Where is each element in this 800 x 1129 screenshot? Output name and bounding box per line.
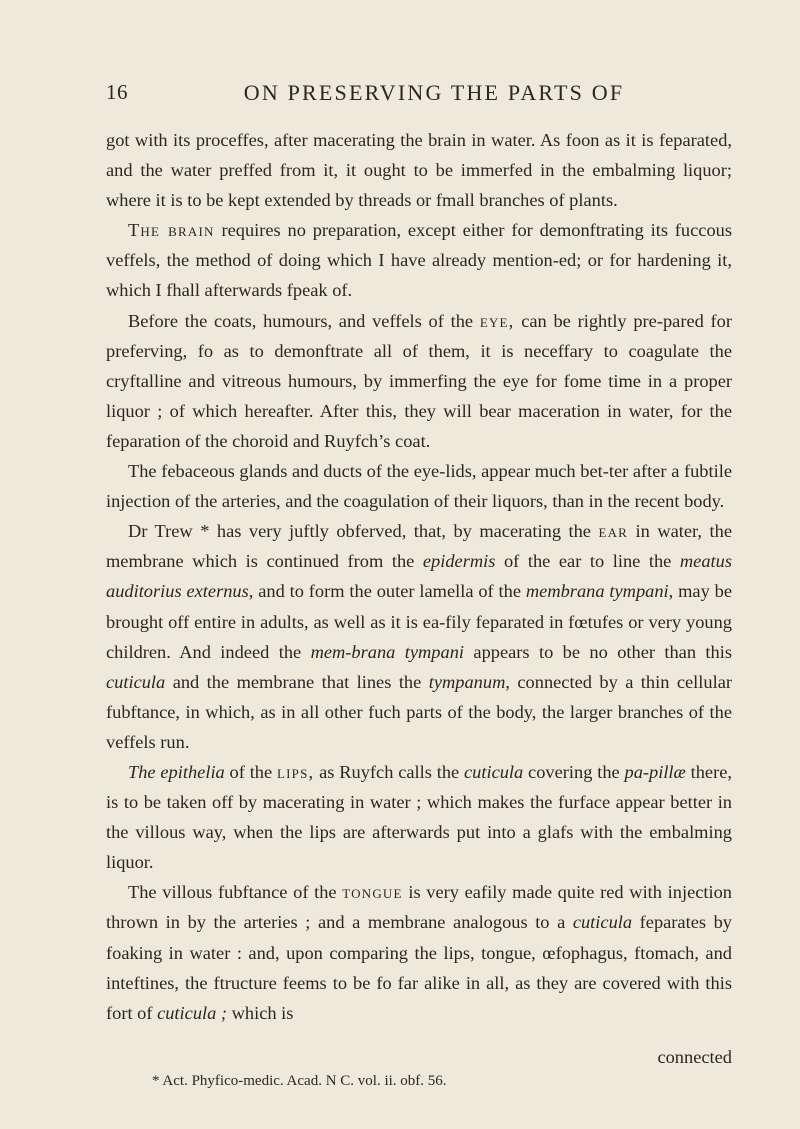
small-caps-term: ear xyxy=(598,521,629,542)
text-span: can be rightly pre-pared for preferving, fo as to demonftrate all of them, it is neceffary to coagulate the cryftalline and vitreous humours, by immerfing the eye for fome time in a proper liquor ; of which hereafter. After this, they will bear maceration in water, for the feparation of the choroid and Ruyfch’s coat. xyxy=(106,310,732,451)
italic-term: cuticula xyxy=(106,671,166,692)
page-number: 16 xyxy=(106,80,128,104)
italic-term: mem-brana tympani xyxy=(310,641,465,662)
text-span: requires no preparation, except either for demonftrating its fuccous veffels, the method of doing which I have already mention-ed; or for hardening it, which I fhall afterwards fpeak of. xyxy=(106,220,732,301)
text-span: as Ruyfch calls the xyxy=(314,761,464,782)
text-span: got with its proceffes, after macerating the brain in water. As foon as it is feparated, and the water preffed from it, it ought to be immerfed in the embalming liquor; where it is to be kept extended by threads or fmall branches of plants. xyxy=(106,130,732,211)
text-span: in water, the membrane which is continued from the xyxy=(106,521,732,572)
italic-term: cuticula xyxy=(464,761,524,782)
italic-term: The epithelia xyxy=(128,761,225,782)
text-span: , and to form the outer lamella of the xyxy=(248,581,526,602)
text-span: appears to be no other than this xyxy=(464,641,733,662)
text-span: Dr Trew * has very juftly obferved, that, by macerating the xyxy=(128,521,599,542)
paragraph-6 xyxy=(106,757,732,877)
italic-term: epidermis xyxy=(422,551,496,572)
text-span: there, is to be taken off by macerating in water ; which makes the furface appear better in the villous way, when the lips are afterwards put into a glafs with the embalming liquor. xyxy=(106,761,732,873)
italic-term: pa-pillæ xyxy=(624,761,686,782)
text-span: , may be brought off entire in adults, as well as it is ea-fily feparated in fœtufes or very young children. And indeed the xyxy=(106,581,732,662)
small-caps-term: The brain xyxy=(128,220,215,241)
italic-term: cuticula ; xyxy=(157,1002,228,1023)
text-span: and the membrane that lines the xyxy=(165,671,429,692)
text-span: is very eafily made quite red with injection thrown in by the arteries ; and a membrane analogous to a xyxy=(106,882,733,933)
italic-term: meatus auditorius externus xyxy=(106,551,732,602)
paragraph-1 xyxy=(106,125,732,215)
text-span: , connected by a thin cellular fubftance, in which, as in all other fuch parts of the body, the larger branches of the veffels run. xyxy=(106,671,732,752)
body-text xyxy=(106,125,732,1028)
text-span: The febaceous glands and ducts of the eye-lids, appear much bet-ter after a fubtile injection of the arteries, and the coagulation of their liquors, than in the recent body. xyxy=(106,461,732,512)
paragraph-2 xyxy=(106,215,732,305)
small-caps-term: lips, xyxy=(276,761,315,782)
text-span: Before the coats, humours, and veffels of the xyxy=(128,310,480,331)
paragraph-5 xyxy=(106,516,732,757)
paragraph-7 xyxy=(106,877,732,1027)
page-header xyxy=(106,80,732,110)
text-span: of the ear to line the xyxy=(495,551,680,572)
footnote: * Act. Phyfico-medic. Acad. N C. vol. ii. obf. 56. xyxy=(152,1073,447,1089)
italic-term: membrana tympani xyxy=(525,581,669,602)
small-caps-term: tongue xyxy=(342,882,403,903)
italic-term: tympanum xyxy=(428,671,506,692)
paragraph-4 xyxy=(106,456,732,516)
small-caps-term: eye, xyxy=(479,310,515,331)
italic-term: cuticula xyxy=(572,912,633,933)
text-span: of the xyxy=(224,761,277,782)
catchword: connected xyxy=(657,1047,732,1067)
text-span: covering the xyxy=(523,761,625,782)
text-span: which is xyxy=(227,1002,294,1023)
running-head: ON PRESERVING THE PARTS OF xyxy=(243,80,625,105)
text-span: The villous fubftance of the xyxy=(128,882,343,903)
paragraph-3 xyxy=(106,306,732,456)
text-span: feparates by foaking in water : and, upon comparing the lips, tongue, œfophagus, ftomach, and inteftines, the ftructure feems to be fo far alike in all, as they are covered with this fort of xyxy=(106,912,732,1023)
